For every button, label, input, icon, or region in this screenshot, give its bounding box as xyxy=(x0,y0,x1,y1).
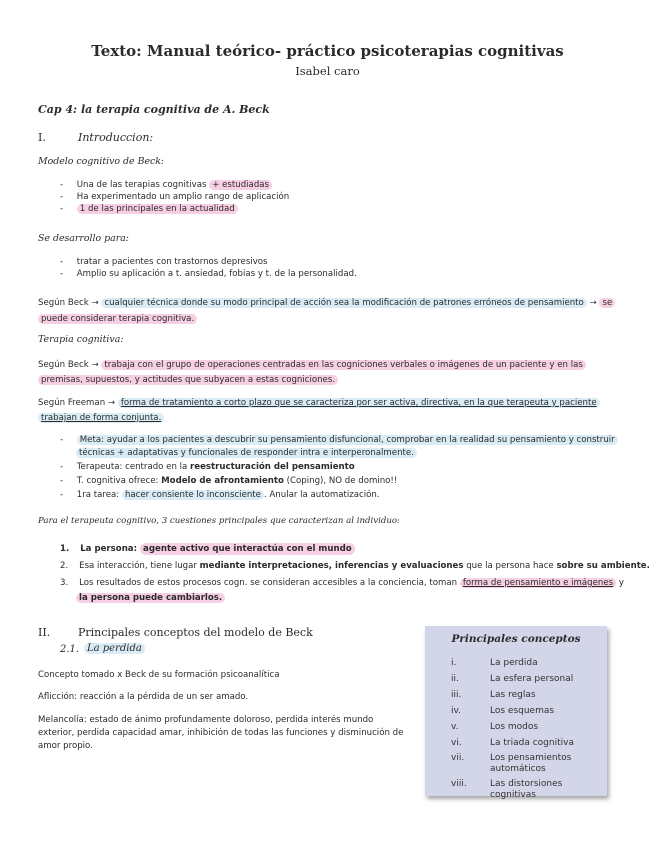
dev-heading: Se desarrollo para: xyxy=(38,233,129,244)
section-1-number: I. xyxy=(38,131,46,144)
subsection-title: La perdida xyxy=(84,643,145,654)
perdida-p1: Concepto tomado x Beck de su formación psicoanalítica xyxy=(38,670,280,680)
list-item: 2. Esa interacción, tiene lugar mediante interpretaciones, inferencias y evaluaciones que la persona hace sobre su ambiente. xyxy=(60,561,650,571)
terapia-freeman: Según Freeman → forma de tratamiento a corto plazo que se caracteriza por ser activa, directiva, en la que terapeuta y paciente trabajan de forma conjunta. xyxy=(38,396,600,425)
list-item: - Una de las terapias cognitivas + estudiadas xyxy=(60,179,289,191)
dev-list xyxy=(60,256,357,280)
list-item: 3. Los resultados de estos procesos cogn. se consideran accesibles a la conciencia, toman forma de pensamiento e imágenes y xyxy=(60,578,624,588)
terapia-list: - Meta: ayudar a los pacientes a descubrir su pensamiento disfuncional, comprobar en la realidad su pensamiento y construir técnicas + adaptativas y funcionales de responder intra e interperonalmente. - Terapeuta: centrado en la reestructuración del pensamiento - T. cognitiva ofrece: Modelo de afrontamiento (Coping), NO de domino!! - 1ra tarea: hacer consiente lo inconsciente . Anular la automatización. xyxy=(60,434,618,502)
subsection-number: 2.1. xyxy=(60,644,80,655)
terapia-heading: Terapia cognitiva: xyxy=(38,334,124,345)
list-item: - Meta: ayudar a los pacientes a descubrir su pensamiento disfuncional, comprobar en la realidad su pensamiento y construir xyxy=(60,434,618,447)
list-item: - 1ra tarea: hacer consiente lo inconsciente . Anular la automatización. xyxy=(60,490,380,500)
perdida-p3: Melancolía: estado de ánimo profundamente doloroso, perdida interés mundo exterior, perdida capacidad amar, inhibición de todas las funciones y disminución de amor propio. xyxy=(38,715,404,751)
chapter-heading: Cap 4: la terapia cognitiva de A. Beck xyxy=(38,103,270,116)
list-item: - Ha experimentado un amplio rango de aplicación xyxy=(60,192,290,202)
section-1-title: Introduccion: xyxy=(78,131,154,144)
questions-intro: Para el terapeuta cognitivo, 3 cuestiones principales que caracterizan al individuo: xyxy=(38,516,400,526)
list-item: 1. La persona: agente activo que interactúa con el mundo xyxy=(60,541,650,559)
concepts-box: Principales conceptos i. La perdida ii. La esfera personal iii. Las reglas iv. Los esquemas v. Los modos vi. La triada cognitiva vii. Los pensamientos automáticos viii. Las distorsiones cognitivas xyxy=(425,626,607,796)
list-item: - Terapeuta: centrado en la reestructuración del pensamiento xyxy=(60,462,355,472)
perdida-p2: Aflicción: reacción a la pérdida de un ser amado. xyxy=(38,692,249,702)
questions-list: 1. La persona: agente activo que interactúa con el mundo 2. Esa interacción, tiene lugar mediante interpretaciones, inferencias y evaluaciones que la persona hace sobre su ambiente. 3. Los resultados de estos procesos cogn. se consideran accesibles a la conciencia, toman forma de pensamiento e imágenes y la persona puede cambiarlos. xyxy=(60,541,650,605)
beck-definition: Según Beck → cualquier técnica donde su modo principal de acción sea la modificación de patrones erróneos de pensamiento → se puede considerar terapia cognitiva. xyxy=(38,296,615,326)
list-item: - 1 de las principales en la actualidad xyxy=(60,203,289,215)
section-2-title: Principales conceptos del modelo de Beck xyxy=(78,626,313,639)
model-list xyxy=(60,179,289,215)
section-2-number: II. xyxy=(38,626,51,639)
document-title: Texto: Manual teórico- práctico psicoterapias cognitivas xyxy=(91,42,564,60)
list-item: - tratar a pacientes con trastornos depresivos xyxy=(60,257,268,267)
concepts-box-title: Principales conceptos xyxy=(451,633,581,645)
list-item: - Amplio su aplicación a t. ansiedad, fobias y t. de la personalidad. xyxy=(60,269,357,279)
model-heading: Modelo cognitivo de Beck: xyxy=(38,156,165,167)
terapia-beck: Según Beck → trabaja con el grupo de operaciones centradas en las cogniciones verbales o imágenes de un paciente y en las premisas, supuestos, y actitudes que subyacen a estas cogniciones. xyxy=(38,358,586,387)
list-item: - T. cognitiva ofrece: Modelo de afrontamiento (Coping), NO de domino!! xyxy=(60,476,398,486)
document-author: Isabel caro xyxy=(295,64,360,78)
